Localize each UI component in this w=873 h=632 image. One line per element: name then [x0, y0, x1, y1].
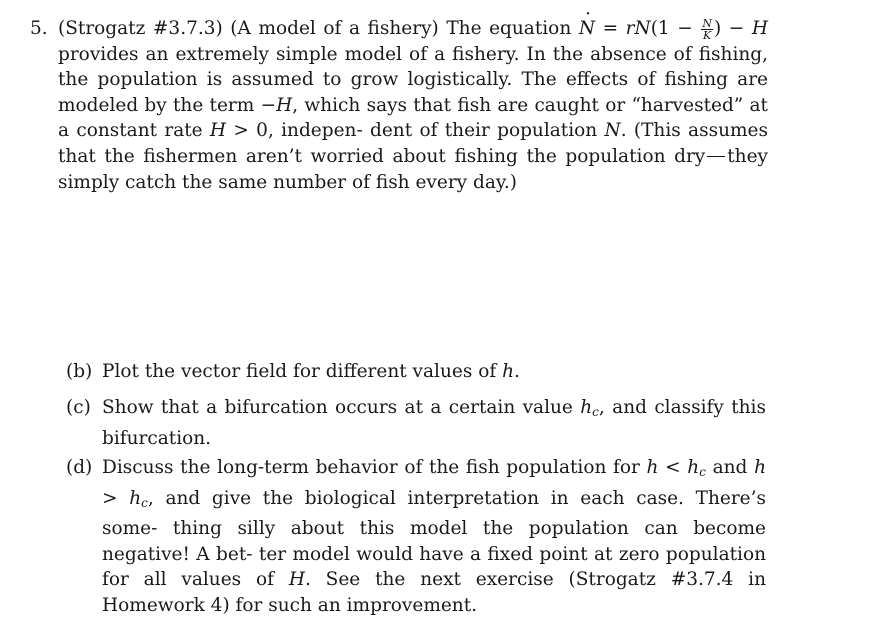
- problem-statement: [58, 16, 768, 195]
- part-b-end: .: [514, 361, 520, 382]
- part-d-gt: >: [102, 487, 118, 509]
- eq-frac-den: K: [703, 28, 712, 42]
- part-c-sub: c: [592, 405, 599, 419]
- pop-n: N: [604, 120, 621, 142]
- part-d: [66, 455, 766, 619]
- eq-equals: =: [602, 18, 619, 39]
- part-c-label: (c): [66, 397, 91, 418]
- part-d-and: and: [712, 457, 748, 478]
- part-d-text: [102, 455, 766, 619]
- part-c-end: , and classify this bifurcation.: [102, 397, 766, 449]
- part-c-var: h: [580, 397, 593, 418]
- eq-close: ) −: [713, 18, 745, 39]
- part-d-var-2: h: [687, 457, 700, 478]
- part-b-text: [102, 359, 766, 385]
- term-neg: −: [260, 94, 277, 116]
- eq-h: H: [751, 18, 768, 39]
- part-d-sub-4: c: [141, 495, 148, 510]
- em-dash: [707, 156, 725, 157]
- text-1: provides an extremely simple model of a fishery. In the absence of fishing, the population is assumed to grow logistically. The effects of fishing are modeled by the term: [58, 43, 768, 116]
- part-d-sub-2: c: [699, 465, 706, 479]
- part-c-body: Show that a bifurcation occurs at a certain value: [102, 397, 573, 418]
- eq-open: (1 −: [650, 18, 693, 39]
- part-d-var-3: h: [754, 457, 766, 478]
- part-b-body: Plot the vector field for different values of: [102, 361, 497, 382]
- part-d-body-3: . See the next exercise (Strogatz #3.7.4 in Homework 4) for such an improvement.: [102, 569, 766, 616]
- part-d-body-1: Discuss the long-term behavior of the fish population for: [102, 457, 640, 478]
- eq-ndot: N ·: [579, 16, 595, 42]
- text-2: , which says that fish are caught or “harvested” at a constant rate: [58, 94, 768, 142]
- part-b: [66, 359, 766, 385]
- part-c-text: [102, 395, 766, 451]
- part-d-body-2: , and give the biological interpretation in each case. There’s some- thing silly about this model the population can become negative! A bet- ter model would have a fixed point at zero population for all values of: [102, 487, 766, 591]
- part-d-var-4: h: [129, 487, 142, 509]
- problem-5: [30, 16, 768, 195]
- part-d-var-5: H: [288, 569, 305, 591]
- eq-fraction: [701, 18, 713, 41]
- rate-gt: > 0, indepen- dent of their population: [233, 120, 598, 142]
- part-d-lt: <: [665, 457, 681, 478]
- part-b-var: h: [502, 361, 514, 382]
- eq-frac-num: N: [702, 16, 712, 30]
- part-b-label: (b): [66, 361, 93, 382]
- problem-number: 5.: [30, 18, 48, 39]
- part-c: [66, 395, 766, 451]
- problem-source: (Strogatz #3.7.3) (A model of a fishery) The equation: [58, 18, 572, 39]
- eq-r: r: [625, 18, 635, 39]
- text-3: . (This assumes that the fishermen aren’t worried about fishing the population dry: [58, 120, 768, 167]
- text-4: they simply catch the same number of fish every day.): [58, 145, 768, 193]
- part-d-var-1: h: [646, 457, 659, 478]
- rate-h: H: [209, 120, 227, 142]
- part-d-label: (d): [66, 457, 93, 478]
- eq-n: N: [634, 18, 651, 39]
- term-h: H: [276, 94, 293, 116]
- equation: [578, 16, 768, 42]
